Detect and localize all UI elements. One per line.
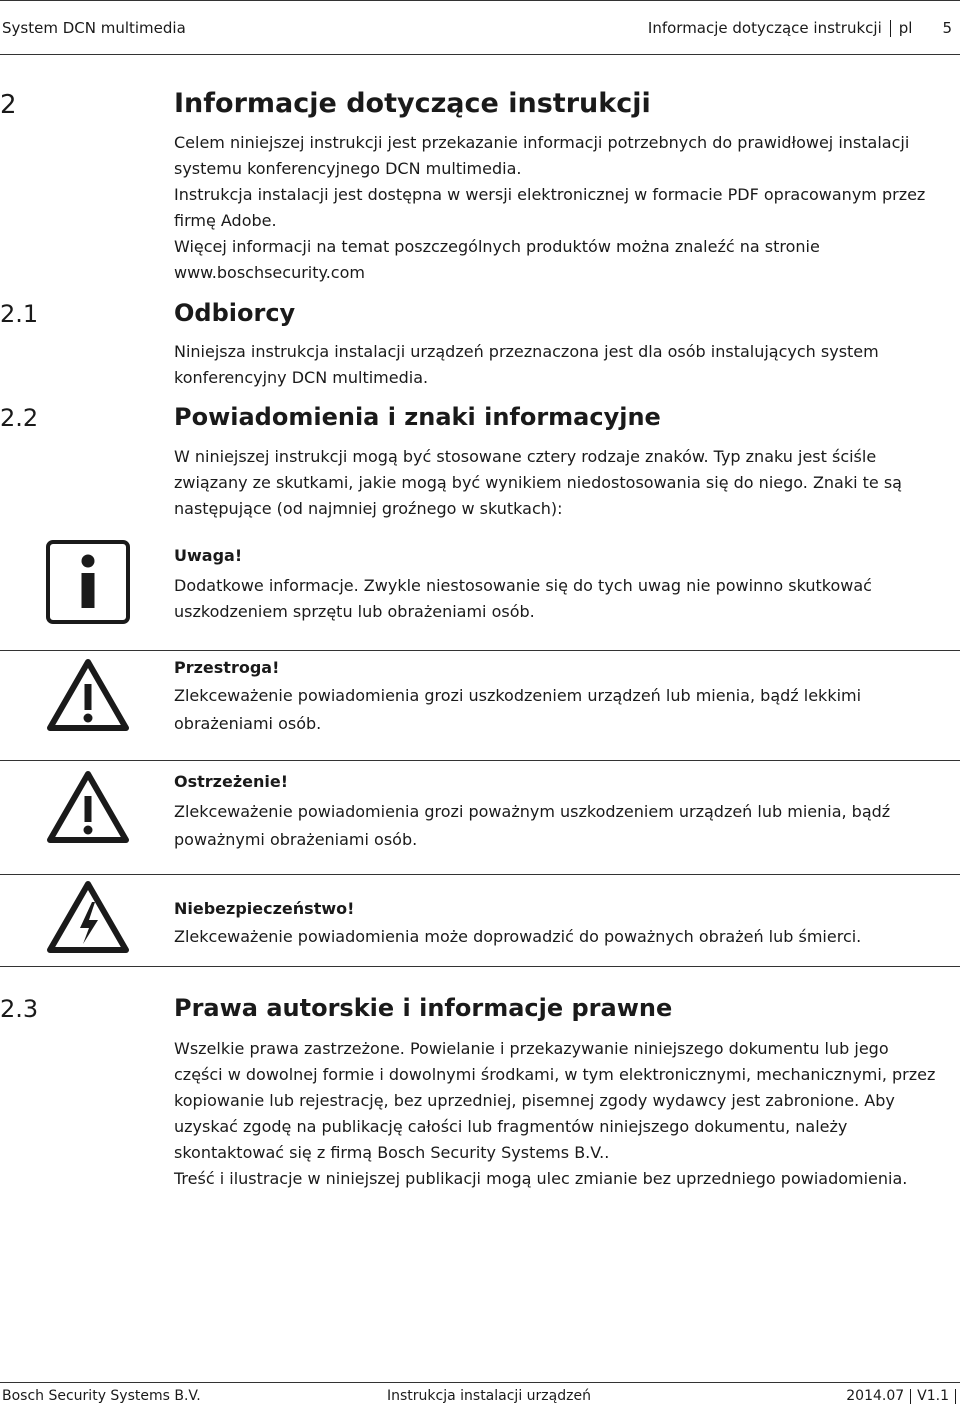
text-line: konferencyjny DCN multimedia. [174,368,429,387]
text-line: www.boschsecurity.com [174,263,365,282]
text-line: kopiowanie lub rejestrację, bez uprzedniej, pisemnej zgody wydawcy jest zabronione. Aby [174,1091,895,1110]
text-line: skontaktować się z firmą Bosch Security Systems B.V.. [174,1143,610,1162]
notice-divider [0,874,960,875]
footer-document: Instrukcja instalacji urządzeń [387,1388,591,1404]
notice-title: Ostrzeżenie! [174,772,289,791]
subsection-title: Prawa autorskie i informacje prawne [174,994,673,1022]
subsection-title: Powiadomienia i znaki informacyjne [174,403,661,431]
info-icon [46,540,130,624]
footer-rule [0,1382,960,1383]
header-section-title: Informacje dotyczące instrukcji [647,19,882,37]
electric-hazard-icon [46,880,130,964]
section-title: Informacje dotyczące instrukcji [174,88,651,119]
header-bottom-rule [0,54,960,55]
text-line: Niniejsza instrukcja instalacji urządzeń przeznaczona jest dla osób instalujących system [174,342,879,361]
subsection-title: Odbiorcy [174,299,296,327]
footer-divider [910,1389,911,1404]
notice-divider [0,650,960,651]
footer-company: Bosch Security Systems B.V. [2,1388,201,1404]
footer-version [846,1388,956,1404]
text-line: następujące (od najmniej groźnego w skutkach): [174,499,563,518]
section-number: 2 [0,90,17,120]
warning-triangle-icon [46,658,130,742]
notice-title: Przestroga! [174,658,280,677]
subsection-number: 2.3 [0,995,39,1023]
notice-text: poważnymi obrażeniami osób. [174,830,418,849]
text-line: uzyskać zgodę na publikację całości lub fragmentów niniejszego dokumentu, należy [174,1117,848,1136]
notice-info [174,543,959,625]
footer-version-number: V1.1 [917,1388,949,1404]
subsection-number: 2.1 [0,300,39,328]
notice-caution [174,655,959,737]
notice-warning [174,769,959,853]
subsection-body [174,1036,959,1192]
text-line: Więcej informacji na temat poszczególnych produktów można znaleźć na stronie [174,237,820,256]
header-divider [890,20,891,37]
header-section [648,19,952,37]
subsection-number: 2.2 [0,404,39,432]
text-line: Treść i ilustracje w niniejszej publikacji mogą ulec zmianie bez uprzedniego powiadomienia. [174,1169,908,1188]
notice-text: Zlekceważenie powiadomienia może doprowadzić do poważnych obrażeń lub śmierci. [174,927,862,946]
notice-title: Uwaga! [174,546,243,565]
subsection-body [174,444,959,522]
subsection-body [174,339,959,391]
notice-divider [0,760,960,761]
header-lang: pl [898,19,913,37]
text-line: Wszelkie prawa zastrzeżone. Powielanie i przekazywanie niniejszego dokumentu lub jego [174,1039,889,1058]
notice-text: Zlekceważenie powiadomienia grozi uszkodzeniem urządzeń lub mienia, bądź lekkimi [174,686,862,705]
notice-text: obrażeniami osób. [174,714,322,733]
text-line: W niniejszej instrukcji mogą być stosowane cztery rodzaje znaków. Typ znaku jest ściśle [174,447,877,466]
text-line: systemu konferencyjnego DCN multimedia. [174,159,522,178]
notice-danger [174,896,959,950]
notice-text: Dodatkowe informacje. Zwykle niestosowanie się do tych uwag nie powinno skutkować [174,576,872,595]
header-top-rule [0,0,960,1]
text-line: firmę Adobe. [174,211,277,230]
text-line: Celem niniejszej instrukcji jest przekazanie informacji potrzebnych do prawidłowej instalacji [174,133,910,152]
notice-title: Niebezpieczeństwo! [174,899,355,918]
text-line: związany ze skutkami, jakie mogą być wynikiem niedostosowania się do niego. Znaki te są [174,473,902,492]
notice-divider [0,966,960,967]
notice-text: Zlekceważenie powiadomienia grozi poważnym uszkodzeniem urządzeń lub mienia, bądź [174,802,891,821]
footer-divider [955,1389,956,1404]
text-line: Instrukcja instalacji jest dostępna w wersji elektronicznej w formacie PDF opracowanym przez [174,185,926,204]
header-product: System DCN multimedia [2,19,186,37]
notice-text: uszkodzeniem sprzętu lub obrażeniami osób. [174,602,535,621]
section-body [174,130,959,286]
warning-triangle-icon [46,770,130,854]
footer-date: 2014.07 [846,1388,905,1404]
text-line: części w dowolnej formie i dowolnymi środkami, w tym elektronicznymi, mechanicznymi, przez [174,1065,936,1084]
header-page-number: 5 [942,19,952,37]
